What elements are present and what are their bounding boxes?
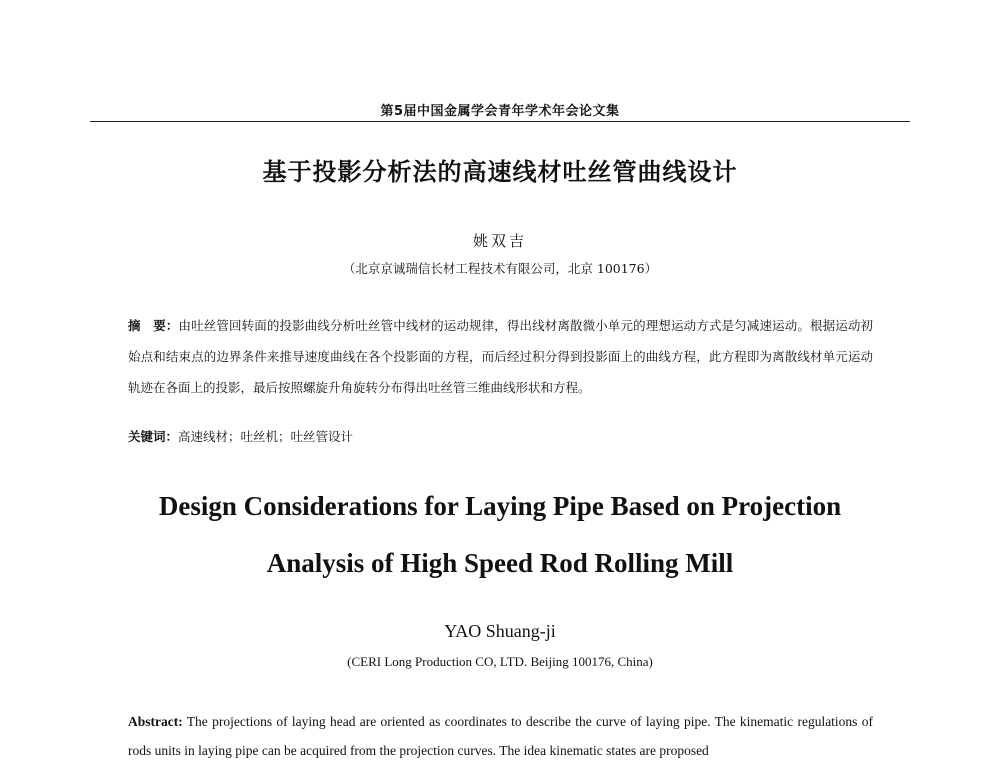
chinese-author: 姚双吉 xyxy=(472,232,527,250)
chinese-abstract-text: 由吐丝管回转面的投影曲线分析吐丝管中线材的运动规律，得出线材离散微小单元的理想运动方式是匀减速运动。根据运动初始点和结束点的边界条件来推导速度曲线在各个投影面的方程，而后经过积分得到投影面上的曲线方程，此方程即为离散线材单元运动轨迹在各面上的投影，最后按照螺旋升角旋转分布得出吐丝管三维曲线形状和方程。 xyxy=(128,318,873,395)
chinese-keywords-label: 关键词： xyxy=(128,429,179,444)
running-head: 第5届中国金属学会青年学术年会论文集 xyxy=(380,104,620,119)
chinese-keywords xyxy=(128,427,873,447)
english-abstract-text: The projections of laying head are oriented as coordinates to describe the curve of laying pipe. The kinematic regulations of rods units in laying pipe can be acquired from the projection curves. The idea kinematic states are proposed xyxy=(128,714,873,758)
english-title-line-2: Analysis of High Speed Rod Rolling Mill xyxy=(266,548,734,578)
english-abstract xyxy=(128,707,873,765)
english-affiliation: (CERI Long Production CO, LTD. Beijing 100176, China) xyxy=(347,654,653,669)
english-abstract-label: Abstract: xyxy=(128,714,183,729)
chinese-keywords-text: 高速线材；吐丝机；吐丝管设计 xyxy=(178,429,354,444)
chinese-title: 基于投影分析法的高速线材吐丝管曲线设计 xyxy=(262,158,738,186)
chinese-affiliation: （北京京诚瑞信长材工程技术有限公司，北京 100176） xyxy=(342,261,658,276)
header-rule xyxy=(90,121,910,122)
chinese-abstract-label: 摘 要： xyxy=(128,318,179,333)
chinese-abstract xyxy=(128,310,873,403)
english-author: YAO Shuang-ji xyxy=(444,621,556,641)
english-title-line-1: Design Considerations for Laying Pipe Based on Projection xyxy=(158,491,842,521)
